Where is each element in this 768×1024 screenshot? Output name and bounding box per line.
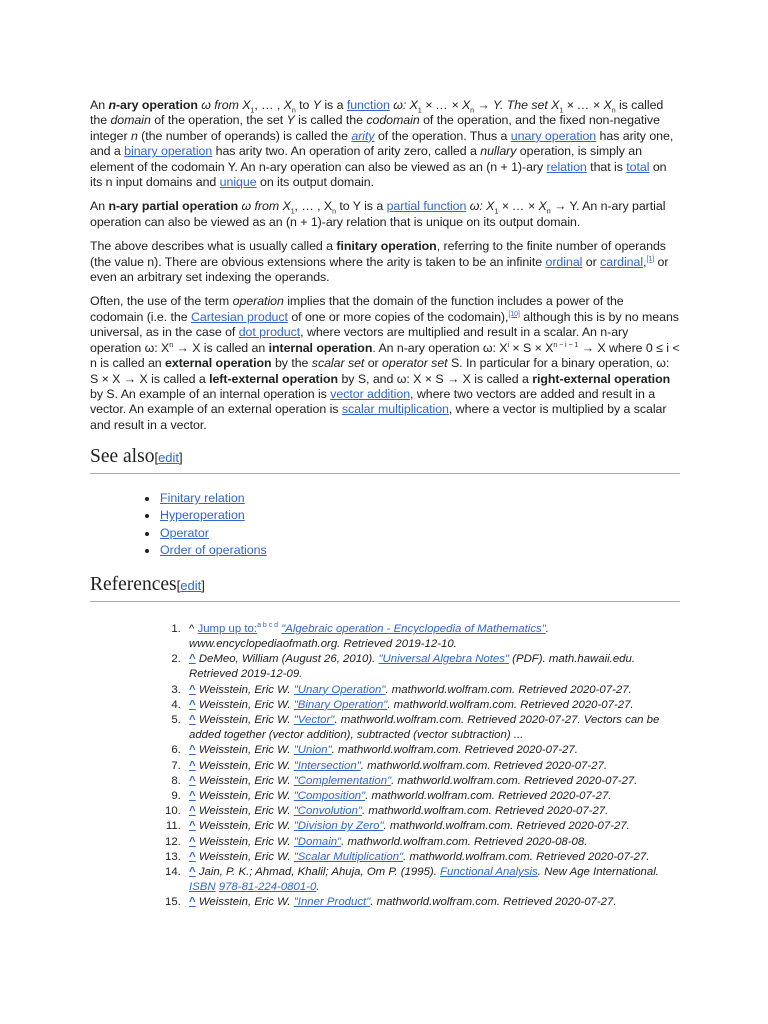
cardinal-link[interactable]: cardinal bbox=[600, 254, 644, 269]
caret-link[interactable]: ^ bbox=[189, 683, 196, 696]
reference-item: 10. ^ Weisstein, Eric W. "Convolution". mathworld.wolfram.com. Retrieved 2020-07-27. bbox=[184, 804, 680, 819]
hyperoperation-link[interactable]: Hyperoperation bbox=[160, 508, 245, 523]
references-list bbox=[166, 618, 680, 911]
paragraph-finitary-operation: The above describes what is usually called a finitary operation, referring to the finite number of operands (the value n). There are obvious extensions where the arity is taken to be an infinite ordinal or cardinal,[1] or even an arbitrary set indexing the operands. bbox=[90, 239, 669, 285]
reference-link[interactable]: "Division by Zero" bbox=[293, 820, 384, 833]
reference-item: 6. ^ Weisstein, Eric W. "Union". mathworld.wolfram.com. Retrieved 2020-07-27. bbox=[184, 743, 680, 758]
reference-link[interactable]: "Scalar Multiplication" bbox=[293, 850, 404, 863]
list-item bbox=[159, 542, 680, 559]
reference-item: 13. ^ Weisstein, Eric W. "Scalar Multiplication". mathworld.wolfram.com. Retrieved 2020-07-27. bbox=[184, 850, 680, 865]
caret-link[interactable]: ^ bbox=[189, 789, 196, 802]
references-edit-link[interactable]: edit bbox=[180, 577, 202, 593]
citation-10-link[interactable]: [10] bbox=[508, 310, 520, 318]
caret-link[interactable]: ^ bbox=[189, 759, 196, 772]
vector-addition-link[interactable]: vector addition bbox=[330, 386, 411, 401]
reference-link[interactable]: "Algebraic operation - Encyclopedia of Mathematics" bbox=[281, 622, 546, 635]
isbn-number-link[interactable]: 978-81-224-0801-0 bbox=[218, 881, 317, 894]
cartesian-product-link[interactable]: Cartesian product bbox=[190, 309, 288, 324]
arity-link[interactable]: arity bbox=[351, 128, 375, 143]
caret-link[interactable]: ^ bbox=[189, 698, 196, 711]
citation-1-link[interactable]: [1] bbox=[646, 255, 655, 263]
function-link[interactable]: function bbox=[346, 98, 390, 112]
dot-product-link[interactable]: dot product bbox=[238, 325, 301, 340]
operator-link[interactable]: Operator bbox=[160, 525, 209, 540]
caret-link[interactable]: ^ bbox=[189, 850, 196, 863]
reference-item: 5. ^ Weisstein, Eric W. "Vector". mathworld.wolfram.com. Retrieved 2020-07-27. Vectors can be added together (vector addition), subtracted (vector subtraction) ... bbox=[184, 713, 680, 743]
list-item bbox=[159, 507, 680, 524]
backref-letters[interactable]: a b c d bbox=[257, 621, 279, 629]
reference-item: 2. ^ DeMeo, William (August 26, 2010). "Universal Algebra Notes" (PDF). math.hawaii.edu. Retrieved 2019-12-09. bbox=[184, 652, 680, 682]
reference-link[interactable]: "Composition" bbox=[293, 789, 366, 802]
reference-item: 14. ^ Jain, P. K.; Ahmad, Khalil; Ahuja, Om P. (1995). Functional Analysis. New Age International. ISBN 978-81-224-0801-0. bbox=[184, 865, 680, 895]
caret-link[interactable]: ^ bbox=[189, 713, 196, 726]
see-also-edit-link[interactable]: edit bbox=[158, 450, 180, 466]
reference-link[interactable]: "Domain" bbox=[293, 835, 342, 848]
reference-link[interactable]: "Intersection" bbox=[293, 759, 361, 772]
finitary-relation-link[interactable]: Finitary relation bbox=[160, 491, 245, 506]
relation-link[interactable]: relation bbox=[546, 159, 587, 174]
paragraph-internal-external: Often, the use of the term operation implies that the domain of the function includes a power of the codomain (i.e. the Cartesian product of one or more copies of the codomain),[10] although this is by no means universal, as in the case of dot product, where vectors are multiplied and result in a scalar. An n-ary operation ω: $X^n \to X$ is called an internal operation. An n-ary operation ω: $X^i \times S \times X^{n - i - 1} \to X$ where 0 ≤ i < n is called an external operation by the scalar set or operator set S. In particular for a binary operation, ω: S × X → X is called a left-external operation by S, and ω: X × S → X is called a right-external operation by S. An example of an internal operation is vector addition, where two vectors are added and result in a vector. An example of an external operation is scalar multiplication, where a vector is multiplied by a scalar and result in a vector. bbox=[90, 294, 680, 432]
reference-link[interactable]: "Inner Product" bbox=[293, 896, 371, 909]
reference-link[interactable]: "Universal Algebra Notes" bbox=[378, 653, 510, 666]
caret-link[interactable]: ^ bbox=[189, 774, 196, 787]
reference-link[interactable]: "Complementation" bbox=[293, 774, 392, 787]
reference-link[interactable]: "Vector" bbox=[293, 713, 335, 726]
list-item bbox=[159, 525, 680, 542]
order-of-operations-link[interactable]: Order of operations bbox=[160, 542, 267, 557]
reference-item: 1. ^ Jump up to:$^{a b c d}$ "Algebraic operation - Encyclopedia of Mathematics". www.encyclopediaofmath.org. Retrieved 2019-12-10. bbox=[184, 618, 680, 652]
references-heading: References[edit] bbox=[90, 573, 680, 602]
reference-item: 7. ^ Weisstein, Eric W. "Intersection". mathworld.wolfram.com. Retrieved 2020-07-27. bbox=[184, 759, 680, 774]
reference-item: 9. ^ Weisstein, Eric W. "Composition". mathworld.wolfram.com. Retrieved 2020-07-27. bbox=[184, 789, 680, 804]
paragraph-n-ary-operation: An n-ary operation ω from $X_1$, … , $X_n$ to Y is a function ω: $X_1$ × … × $X_n \to Y$. The set $X_1$ × … × $X_n$ is called the domain of the operation, the set Y is called the codomain of the operation, and the fixed non-negative integer n (the number of operands) is called the arity of the operation. Thus a unary operation has arity one, and a binary operation has arity two. An operation of arity zero, called a nullary operation, is simply an element of the codomain Y. An n-ary operation can also be viewed as an (n + 1)-ary relation that is total on its n input domains and unique on its output domain. bbox=[90, 98, 674, 190]
paragraph-partial-operation: An n-ary partial operation ω from $X_1$, … , $X_n$ to Y is a partial function ω: $X_1$ × … × $X_n \to Y$. An n-ary partial operation can also be viewed as an (n + 1)-ary relation that is unique on its output domain. bbox=[90, 199, 666, 229]
caret-link[interactable]: ^ bbox=[189, 653, 196, 666]
binary-operation-link[interactable]: binary operation bbox=[124, 144, 213, 159]
list-item bbox=[159, 490, 680, 507]
unique-link[interactable]: unique bbox=[219, 175, 257, 190]
jump-up-link[interactable]: Jump up to: bbox=[197, 622, 258, 635]
reference-item: 15. ^ Weisstein, Eric W. "Inner Product". mathworld.wolfram.com. Retrieved 2020-07-27. bbox=[184, 895, 680, 910]
caret-link[interactable]: ^ bbox=[189, 744, 196, 757]
scalar-multiplication-link[interactable]: scalar multiplication bbox=[341, 402, 449, 417]
reference-link[interactable]: Functional Analysis bbox=[440, 865, 538, 878]
partial-function-link[interactable]: partial function bbox=[386, 199, 467, 214]
caret-link[interactable]: ^ bbox=[189, 896, 196, 909]
caret-link[interactable]: ^ bbox=[189, 865, 196, 878]
reference-item: 4. ^ Weisstein, Eric W. "Binary Operation". mathworld.wolfram.com. Retrieved 2020-07-27. bbox=[184, 698, 680, 713]
article-content bbox=[90, 98, 680, 911]
reference-link[interactable]: "Convolution" bbox=[293, 805, 363, 818]
unary-operation-link[interactable]: unary operation bbox=[510, 128, 597, 143]
caret-link[interactable]: ^ bbox=[189, 820, 196, 833]
reference-item: 11. ^ Weisstein, Eric W. "Division by Zero". mathworld.wolfram.com. Retrieved 2020-07-27. bbox=[184, 819, 680, 834]
reference-item: 3. ^ Weisstein, Eric W. "Unary Operation". mathworld.wolfram.com. Retrieved 2020-07-27. bbox=[184, 683, 680, 698]
reference-link[interactable]: "Unary Operation" bbox=[293, 683, 386, 696]
caret-link[interactable]: ^ bbox=[189, 805, 196, 818]
caret-link[interactable]: ^ bbox=[189, 835, 196, 848]
total-link[interactable]: total bbox=[626, 159, 650, 174]
reference-link[interactable]: "Binary Operation" bbox=[293, 698, 388, 711]
see-also-list bbox=[159, 490, 680, 559]
ordinal-link[interactable]: ordinal bbox=[545, 254, 583, 269]
reference-link[interactable]: "Union" bbox=[293, 744, 332, 757]
see-also-heading: See also[edit] bbox=[90, 445, 680, 474]
reference-item: 8. ^ Weisstein, Eric W. "Complementation". mathworld.wolfram.com. Retrieved 2020-07-27. bbox=[184, 774, 680, 789]
isbn-link[interactable]: ISBN bbox=[189, 881, 216, 894]
reference-item: 12. ^ Weisstein, Eric W. "Domain". mathworld.wolfram.com. Retrieved 2020-08-08. bbox=[184, 835, 680, 850]
